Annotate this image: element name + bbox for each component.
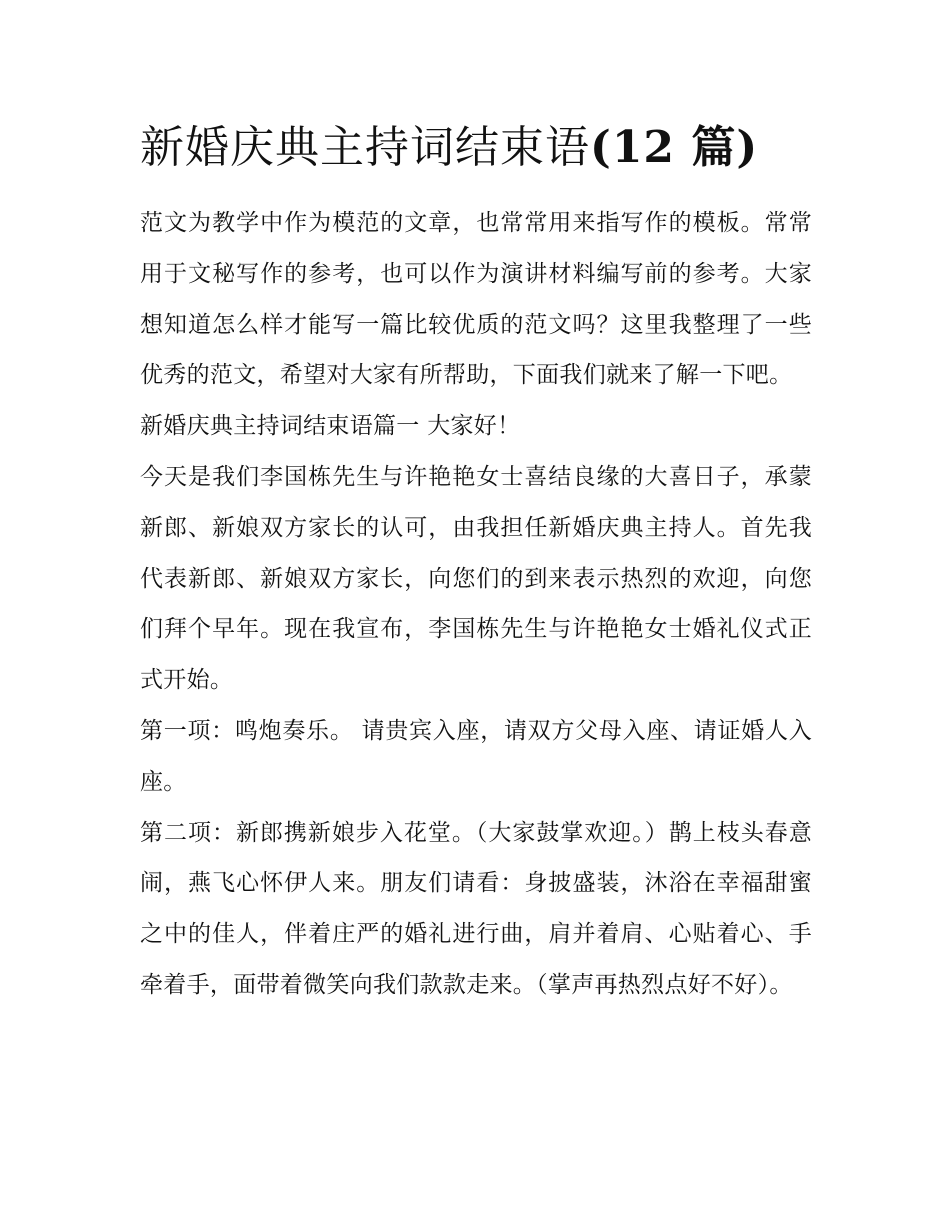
document-title bbox=[140, 112, 812, 184]
step-two-paragraph: 第二项：新郎携新娘步入花堂。（大家鼓掌欢迎。）鹊上枝头春意闹，燕飞心怀伊人来。朋友们请看：身披盛装，沐浴在幸福甜蜜之中的佳人，伴着庄严的婚礼进行曲，肩并着肩、心贴着心、手牵着手，面带着微笑向我们款款走来。（掌声再热烈点好不好）。 bbox=[140, 819, 812, 998]
opening-paragraph: 今天是我们李国栋先生与许艳艳女士喜结良缘的大喜日子，承蒙新郎、新娘双方家长的认可，由我担任新婚庆典主持人。首先我代表新郎、新娘双方家长，向您们的到来表示热烈的欢迎，向您们拜个早年。现在我宣布，李国栋先生与许艳艳女士婚礼仪式正式开始。 bbox=[140, 463, 812, 694]
section-heading-paragraph: 新婚庆典主持词结束语篇一 大家好！ bbox=[140, 413, 521, 440]
step-one-paragraph: 第一项：鸣炮奏乐。 请贵宾入座，请双方父母入座、请证婚人入座。 bbox=[140, 717, 812, 795]
intro-paragraph: 范文为教学中作为模范的文章，也常常用来指写作的模板。常常用于文秘写作的参考，也可以作为演讲材料编写前的参考。大家想知道怎么样才能写一篇比较优质的范文吗？这里我整理了一些优秀的范文，希望对大家有所帮助，下面我们就来了解一下吧。 bbox=[140, 210, 812, 389]
title-main: 新婚庆典主持词结束语 bbox=[140, 122, 590, 173]
title-count: (12 篇) bbox=[590, 122, 759, 173]
document-page bbox=[140, 112, 812, 1011]
